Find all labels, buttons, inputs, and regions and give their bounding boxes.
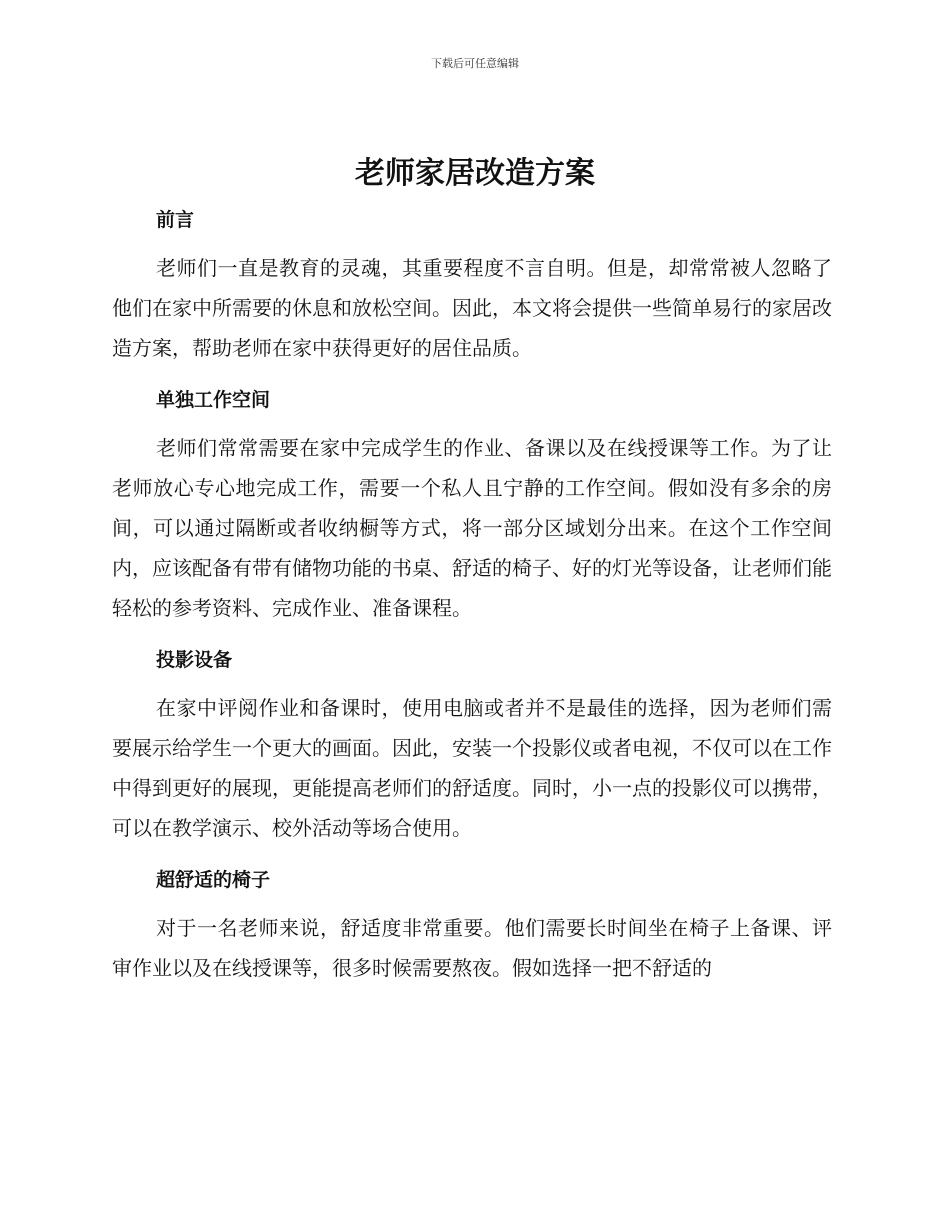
section-heading-chair: 超舒适的椅子 xyxy=(156,869,271,891)
section-paragraph-projector: 在家中评阅作业和备课时，使用电脑或者并不是最佳的选择，因为老师们需要展示给学生一个更大的画面。因此，安装一个投影仪或者电视，不仅可以在工作中得到更好的展现，更能提高老师们的舒适度。同时，小一点的投影仪可以携带，可以在教学演示、校外活动等场合使用。 xyxy=(112,696,832,840)
section-paragraph-preface: 老师们一直是教育的灵魂，其重要程度不言自明。但是，却常常被人忽略了他们在家中所需要的休息和放松空间。因此，本文将会提供一些简单易行的家居改造方案，帮助老师在家中获得更好的居住品质。 xyxy=(112,256,832,360)
document-body xyxy=(112,200,832,1000)
page-header: 下载后可任意编辑 xyxy=(431,57,519,70)
section-paragraph-chair: 对于一名老师来说，舒适度非常重要。他们需要长时间坐在椅子上备课、评审作业以及在线授课等，很多时候需要熬夜。假如选择一把不舒适的 xyxy=(112,916,832,980)
section-heading-preface: 前言 xyxy=(156,209,195,231)
section-heading-projector: 投影设备 xyxy=(156,649,233,671)
section-heading-workspace: 单独工作空间 xyxy=(156,389,271,411)
document-title: 老师家居改造方案 xyxy=(355,156,595,191)
section-paragraph-workspace: 老师们常常需要在家中完成学生的作业、备课以及在线授课等工作。为了让老师放心专心地完成工作，需要一个私人且宁静的工作空间。假如没有多余的房间，可以通过隔断或者收纳橱等方式，将一部分区域划分出来。在这个工作空间内，应该配备有带有储物功能的书桌、舒适的椅子、好的灯光等设备，让老师们能轻松的参考资料、完成作业、准备课程。 xyxy=(112,436,832,620)
